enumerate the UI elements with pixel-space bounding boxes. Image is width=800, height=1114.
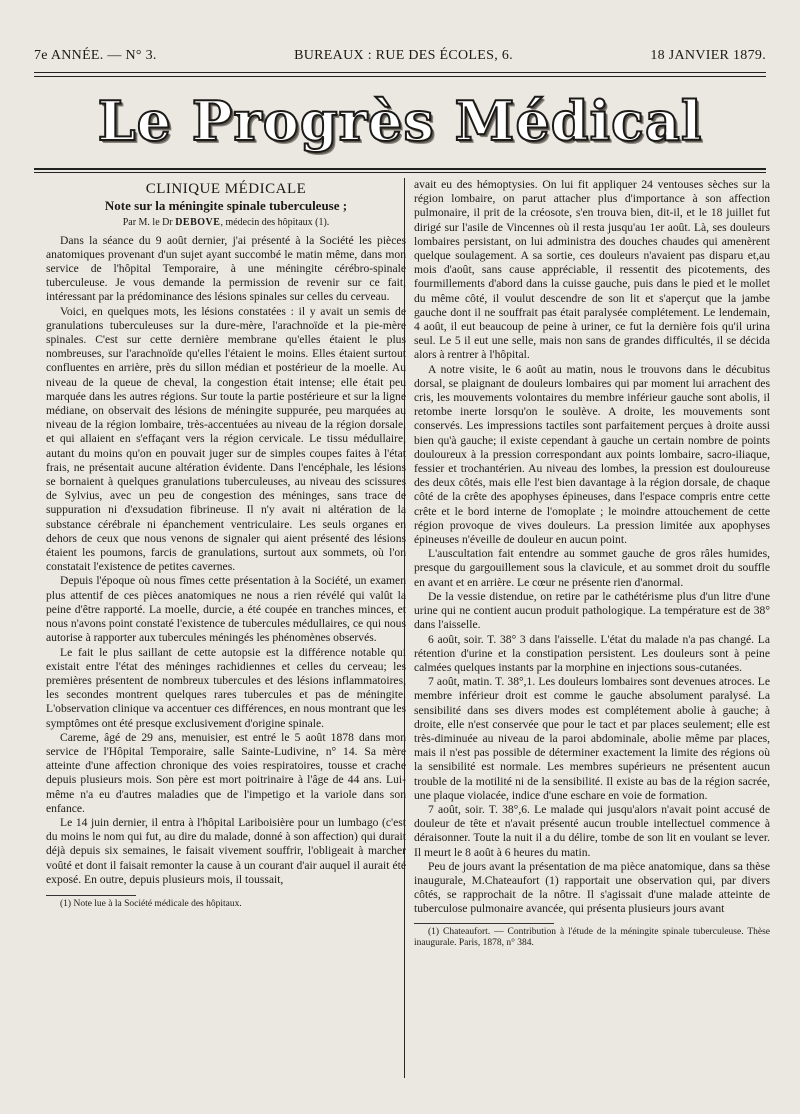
section-title: CLINIQUE MÉDICALE — [145, 181, 307, 197]
paragraph: Depuis l'époque où nous fîmes cette présentation à la Société, un examen plus attentif de ces pièces anatomiques ne nous a rien révélé qui valût la peine d'être rapporté. La moelle, durcie, a été coupée en tranches minces, et nous n'avons point constaté l'existence de tubercules médullaires, ce qui nous autorise à rapporter aux tubercules méningés les phénomènes observés. — [46, 574, 406, 645]
paragraph: 6 août, soir. T. 38° 3 dans l'aisselle. L'état du malade n'a pas changé. La rétention d'urine et la constipation persistent. Les douleurs sont à peine calmées quelques instants par la morphine en injections sous-cutanées. — [414, 632, 770, 674]
byline — [46, 216, 406, 230]
footnote-rule — [414, 923, 554, 924]
byline-prefix: Par M. le Dr — [122, 217, 173, 229]
masthead-title: Le Progrès Médical — [97, 89, 703, 153]
paragraph: Le fait le plus saillant de cette autopsie est la différence notable qui existait entre l'état des méninges rachidiennes et celles du cerveau; les premières présentent de nombreux tubercules et des lésions inflammatoires, les secondes montrent quelques rares tubercules et pas de méningite. L'observation clinique va accentuer ces différences, en nous montrant que les symptômes ont été presque exclusivement d'origine spinale. — [46, 645, 406, 730]
paragraph: A notre visite, le 6 août au matin, nous le trouvons dans le décubitus dorsal, se plaignant de douleurs lombaires qui par moment lui arrachent des cris, les mouvements volontaires du membre inférieur gauche sont abolis, il retombe inerte lorsqu'on le soulève. A droite, les mouvements sont conservés. Les impressions tactiles sont parfaitement perçues à droite aussi bien qu'à gauche; il existe cependant à gauche un certain nombre de points douloureux à la pression correspondant aux points lombaire, sacro-iliaque, fessier et trochantérien. Au niveau des lombes, la pression est douloureuse des deux côtés, mais elle l'est bien davantage à la région dorsale, de chaque côté de la crête des apophyses épineuses, dans l'espace compris entre cette crête et le bord interne de l'omoplate ; le moindre attouchement de cette région provoque de vives douleurs. La pression limitée aux apophyses épineuses n'éveille de douleur en aucun point. — [414, 362, 770, 547]
paragraph: 7 août, matin. T. 38°,1. Les douleurs lombaires sont devenues atroces. Le membre inférieur droit est comme le gauche absolument paralysé. La sensibilité dans ses divers modes est complétement abolie à gauche; à droite, elle n'est conservée que pour le tact et par places seulement; elle est très-diminuée au niveau de la paroi abdominale, abolie même par places, mais il n'est pas possible de déterminer exactement la limite des régions où la sensibilité est normale. Les membres supérieurs ne présentent aucun trouble de la motilité ni de la sensibilité. Il existe au bas de la région sacrée, une plaque violacée, indice d'une eschare en voie de formation. — [414, 675, 770, 802]
issue-date: 18 JANVIER 1879. — [650, 48, 766, 63]
masthead-rule-thin — [34, 172, 766, 173]
paragraph: De la vessie distendue, on retire par le cathétérisme plus d'un litre d'une urine qui ne contient aucun produit pathologique. La température est de 38° dans l'aisselle. — [414, 589, 770, 632]
header-rule-thin — [34, 76, 766, 77]
footnote: (1) Note lue à la Société médicale des hôpitaux. — [60, 898, 242, 909]
paragraph: Careme, âgé de 29 ans, menuisier, est entré le 5 août 1878 dans mon service de l'Hôpital Temporaire, salle Sainte-Ludivine, n° 14. Sa mère atteinte d'une affection chronique des voies respiratoires, tousse et crache depuis plusieurs mois. Son père est mort poitrinaire à l'âge de 44 ans. Lui-même n'a eu d'autres maladies que de l'impetigo et la variole dans son enfance. — [46, 730, 406, 815]
issue-header — [34, 48, 766, 68]
paragraph: Peu de jours avant la présentation de ma pièce anatomique, dans sa thèse inaugurale, M.Chateaufort (1) rapportait une observation qui, par divers côtés, se rapprochait de la nôtre. Il s'agissait d'une malade atteinte de tuberculose pulmonaire avancée, qui présenta plusieurs jours avant — [414, 859, 770, 916]
paragraph: Le 14 juin dernier, il entra à l'hôpital Lariboisière pour un lumbago (c'est du moins le nom qui fut, au dire du malade, donné à son affection) qui durait déjà depuis six semaines, le faisait vivement souffrir, l'obligeait à marcher voûté et dont il faisait remonter la cause à un courant d'air auquel il aurait été exposé. En outre, depuis plusieurs mois, il toussait, — [46, 815, 406, 886]
right-column — [414, 178, 770, 949]
header-rule — [34, 72, 766, 73]
byline-suffix: , médecin des hôpitaux (1). — [220, 217, 330, 229]
paragraph: Voici, en quelques mots, les lésions constatées : il y avait un semis de granulations tuberculeuses sur la dure-mère, l'arachnoïde et la pie-mère spinales. C'est sur cette dernière membrane qu'elles étaient le plus nombreuses, sur l'arachnoïde qu'elles l'étaient le moins. Elles étaient surtout confluentes en arrière, près du sillon médian et postérieur de la moelle. Au niveau de la queue de cheval, la congestion était intense; elle était peu marquée dans les autres régions. Sur toute la partie postérieure et sur la ligne médiane, on observait des lésions de méningite suppurée, peu marquées au niveau de la région lombaire, très-accentuées au niveau de la région dorsale, et qui allaient en s'effaçant vers la région cervicale. Le tissu médullaire, autant du moins qu'on en pouvait juger sur de simples coupes faites à l'état frais, ne présentait aucune altération évidente. Dans l'encéphale, les lésions se bornaient à quelques granulations tuberculeuses, au niveau des scissures de Sylvius, avec un peu de congestion des méninges, sans trace de suppuration ni d'exsudation fibrineuse. Il n'y avait ni altération de la substance cérébrale ni épanchement ventriculaire. Les seuls organes en dehors de ceux que nous venons de signaler qui aient présenté des lésions étaient les poumons, farcis de granulations, surtout aux sommets, où l'on constatait l'existence de petites cavernes. — [46, 304, 406, 574]
footnote: (1) Chateaufort. — Contribution à l'étude de la méningite spinale tuberculeuse. Thèse inaugurale. Paris, 1878, n° 384. — [414, 926, 770, 948]
footnote-rule — [46, 895, 136, 896]
issue-number: 7e ANNÉE. — N° 3. — [34, 48, 157, 63]
paragraph: Dans la séance du 9 août dernier, j'ai présenté à la Société les pièces anatomiques provenant d'un sujet ayant succombé le matin même, dans mon service de l'hôpital Temporaire, à une méningite cérébro-spinale tuberculeuse. Je vous demande la permission de revenir sur ce fait, intéressant par la prédominance des lésions spinales sur celles du cerveau. — [46, 233, 406, 304]
article-title: Note sur la méningite spinale tuberculeuse ; — [104, 198, 348, 214]
paragraph: L'auscultation fait entendre au sommet gauche de gros râles humides, presque du gargouillement sous la clavicule, et au sommet droit du souffle en avant et en arrière. Le cœur ne présente rien d'anormal. — [414, 547, 770, 589]
byline-author: DEBOVE — [175, 217, 221, 229]
paragraph: avait eu des hémoptysies. On lui fit appliquer 24 ventouses sèches sur la région lombaire, on parut attacher plus d'importance à son affection pulmonaire, il prit de la créosote, s'en trouva bien, dit-il, et le 18 juillet fut dirigé sur l'asile de Vincennes où il resta jusqu'au 1er août. Là, ses douleurs lombaires persistant, on lui administra des douches chaudes qui amenèrent quelque soulagement. A sa sortie, ces douleurs n'avaient pas disparu et,au mois d'août, sans cause appréciable, il ressentit des picotements, des fourmillements d'abord dans la cuisse gauche, puis dans le pied et le mollet du même côté, il voulut descendre de son lit et s'aperçut que la jambe gauche dont il ne souffrait pas était paralysée complétement. Le lendemain, 4 août, il eut beaucoup de peine à uriner, ce fut la dernière fois qu'il urina seul. Le 5 il eut une selle, mais non sans de grandes difficultés, il se décida alors à rentrer à l'hôpital. — [414, 178, 770, 362]
left-column — [46, 178, 406, 910]
office-address: BUREAUX : RUE DES ÉCOLES, 6. — [294, 48, 513, 63]
masthead-rule — [34, 168, 766, 170]
paragraph: 7 août, soir. T. 38°,6. Le malade qui jusqu'alors n'avait point accusé de douleur de tête et n'avait présenté aucun trouble intellectuel commence à déraisonner. Toute la nuit il a du délire, tombe de son lit en voulant se lever. Il meurt le 8 août à 6 heures du matin. — [414, 802, 770, 859]
